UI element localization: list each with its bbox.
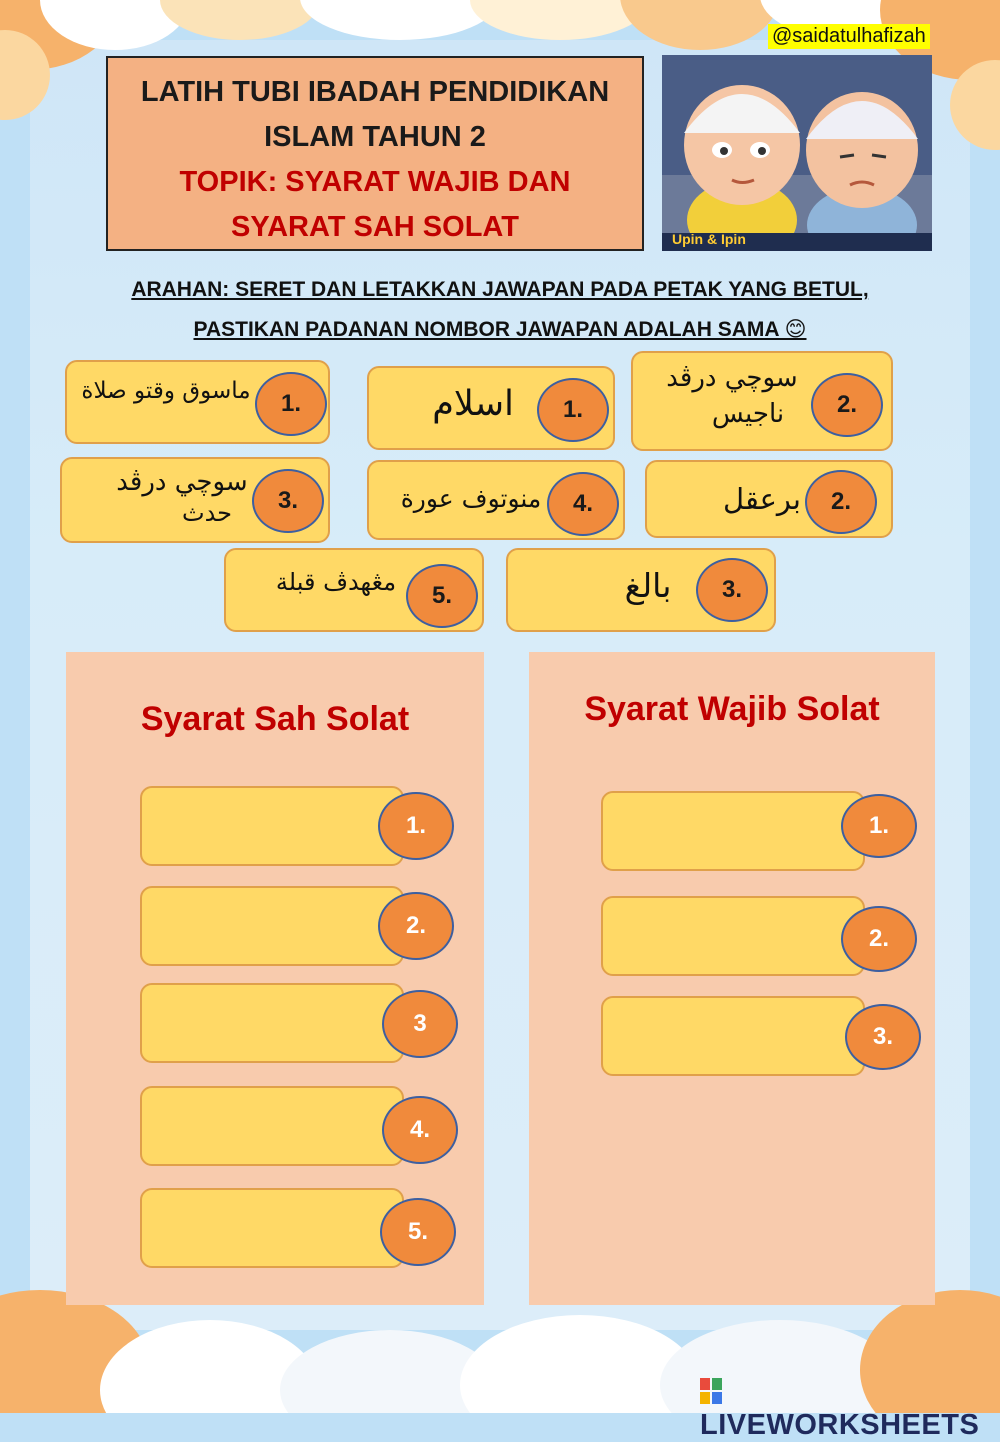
cartoon-characters-image: [662, 55, 932, 251]
instruction-line-1: ARAHAN: SERET DAN LETAKKAN JAWAPAN PADA PETAK YANG BETUL,: [131, 278, 869, 301]
panel-title-sah: Syarat Sah Solat: [140, 700, 410, 738]
answer-text-line-2: حدث: [181, 499, 233, 527]
drop-slot-wajib-3[interactable]: [601, 996, 865, 1076]
answer-number-badge: 2.: [805, 470, 877, 534]
slot-number-badge: 3: [382, 990, 458, 1058]
answer-number-badge: 2.: [811, 373, 883, 437]
slot-number-badge: 4.: [382, 1096, 458, 1164]
answer-tile[interactable]: [631, 351, 893, 451]
drop-slot-sah-4[interactable]: [140, 1086, 404, 1166]
drop-slot-sah-1[interactable]: [140, 786, 404, 866]
topic-line-1: TOPIK: SYARAT WAJIB DAN: [179, 166, 571, 198]
drop-slot-sah-2[interactable]: [140, 886, 404, 966]
answer-number-badge: 3.: [252, 469, 324, 533]
answer-tile[interactable]: [65, 360, 330, 444]
answer-text-line-1: سوچي درڤد: [116, 467, 248, 497]
liveworksheets-icon: [700, 1378, 722, 1404]
slot-number-badge: 5.: [380, 1198, 456, 1266]
slot-number-badge: 2.: [841, 906, 917, 972]
answer-number-badge: 5.: [406, 564, 478, 628]
slot-number-badge: 2.: [378, 892, 454, 960]
cloud-decoration: [300, 0, 500, 40]
title-box: [106, 56, 644, 251]
brand-text: LIVEWORKSHEETS: [700, 1409, 980, 1441]
cartoon-illustration: [662, 55, 932, 251]
answer-text: برعقل: [722, 482, 801, 516]
drop-slot-wajib-1[interactable]: [601, 791, 865, 871]
cartoon-brand-logo: Upin & Ipin: [672, 231, 746, 247]
answer-text: ماسوق وقتو صلاة: [81, 378, 251, 404]
answer-text: بالغ: [624, 566, 672, 605]
instruction-line-2: PASTIKAN PADANAN NOMBOR JAWAPAN ADALAH SAMA 😊: [193, 318, 807, 341]
answer-tile[interactable]: [506, 548, 776, 632]
answer-tile[interactable]: [367, 366, 615, 450]
answer-number-badge: 3.: [696, 558, 768, 622]
panel-syarat-sah: [66, 652, 484, 1305]
answer-tile[interactable]: [60, 457, 330, 543]
drop-slot-sah-3[interactable]: [140, 983, 404, 1063]
slot-number-badge: 1.: [378, 792, 454, 860]
answer-tile[interactable]: [645, 460, 893, 538]
title-line-2: ISLAM TAHUN 2: [264, 121, 486, 153]
answer-text-line-1: سوچي درڤد: [666, 363, 798, 393]
answer-tile[interactable]: [224, 548, 484, 632]
drop-slot-wajib-2[interactable]: [601, 896, 865, 976]
author-handle: @saidatulhafizah: [768, 24, 930, 49]
title-line-1: LATIH TUBI IBADAH PENDIDIKAN: [140, 76, 610, 108]
topic-line-2: SYARAT SAH SOLAT: [231, 211, 519, 243]
answer-number-badge: 1.: [537, 378, 609, 442]
panel-title-wajib: Syarat Wajib Solat: [584, 690, 880, 728]
cloud-decoration: [160, 0, 320, 40]
answer-number-badge: 4.: [547, 472, 619, 536]
answer-number-badge: 1.: [255, 372, 327, 436]
answer-text: اسلام: [432, 384, 514, 424]
liveworksheets-logo: [700, 1376, 1000, 1442]
answer-text: مڠهدڤ قبلة: [275, 568, 397, 596]
answer-text-line-2: ناجيس: [711, 399, 785, 429]
drop-slot-sah-5[interactable]: [140, 1188, 404, 1268]
panel-syarat-wajib: [529, 652, 935, 1305]
instructions: [60, 270, 940, 350]
answer-text: منوتوف عورة: [400, 484, 542, 513]
slot-number-badge: 1.: [841, 794, 917, 858]
slot-number-badge: 3.: [845, 1004, 921, 1070]
answer-tile[interactable]: [367, 460, 625, 540]
